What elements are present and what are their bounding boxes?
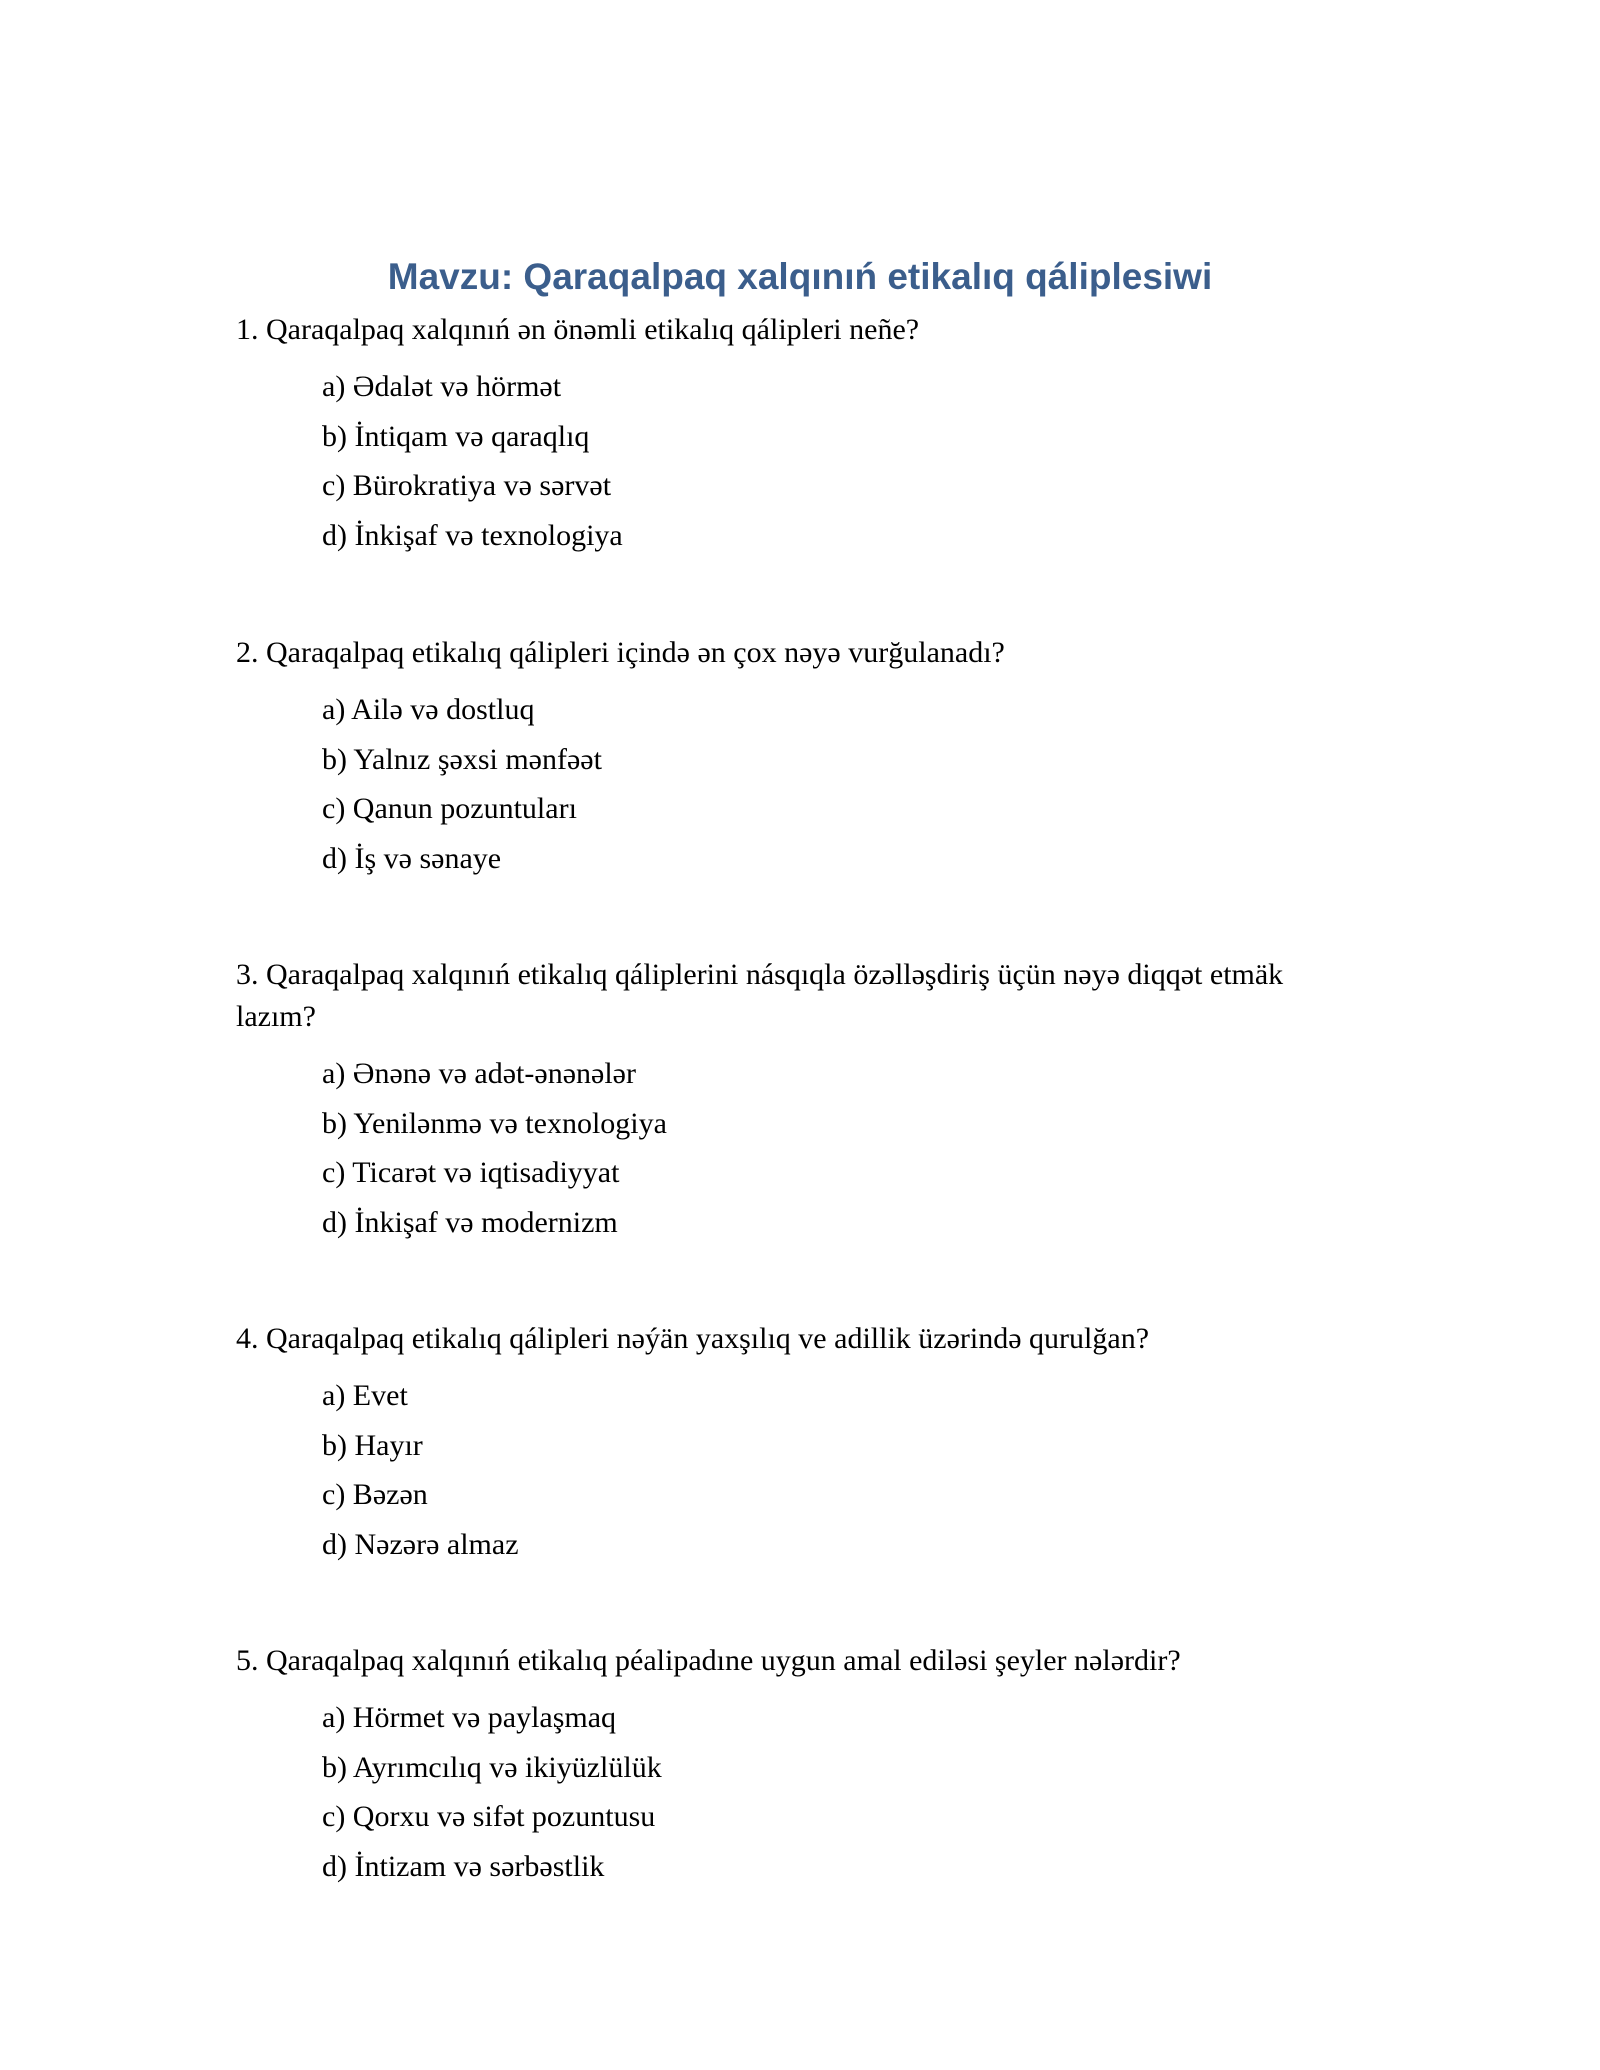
question-1: 1. Qaraqalpaq xalqınıń ən önəmli etikalıq qálipleri neñe? [236, 313, 920, 346]
option-b: b) Ayrımcılıq və ikiyüzlülük [322, 1750, 662, 1784]
option-a: a) Ailə və dostluq [322, 693, 535, 726]
option-c: c) Ticarət və iqtisadiyyat [322, 1156, 620, 1189]
option-d: d) Nəzərə almaz [322, 1527, 519, 1561]
option-c: c) Bəzən [322, 1478, 428, 1511]
question-5: 5. Qaraqalpaq xalqınıń etikalıq péalipadıne uygun amal ediləsi şeyler nələrdir? [236, 1644, 1181, 1677]
option-a: a) Ənənə və adət-ənənələr [322, 1057, 636, 1090]
question-2: 2. Qaraqalpaq etikalıq qálipleri içində ən çox nəyə vurğulanadı? [236, 636, 1005, 669]
option-b: b) Yenilənmə və texnologiya [322, 1106, 667, 1140]
option-d: d) İntizam və sərbəstlik [322, 1849, 605, 1883]
question-3: 3. Qaraqalpaq xalqınıń etikalıq qáliplerini násqıqla özəlləşdiriş üçün nəyə diqqət etmäk lazım? [236, 958, 1284, 1033]
option-a: a) Ədalət və hörmət [322, 370, 562, 403]
question-5-options [322, 1693, 662, 1891]
question-4: 4. Qaraqalpaq etikalıq qálipleri nəýän yaxşılıq ve adillik üzərində qurulğan? [236, 1322, 1150, 1355]
document-title: Mavzu: Qaraqalpaq xalqınıń etikalıq qáliplesiwi [387, 256, 1213, 297]
option-c: c) Bürokratiya və sərvət [322, 469, 612, 502]
question-4-options [322, 1371, 519, 1569]
question-3-options [322, 1049, 667, 1247]
option-d: d) İş və sənaye [322, 841, 502, 875]
option-c: c) Qanun pozuntuları [322, 792, 577, 825]
option-a: a) Hörmet və paylaşmaq [322, 1701, 617, 1734]
option-d: d) İnkişaf və modernizm [322, 1205, 618, 1239]
option-b: b) Yalnız şəxsi mənfəət [322, 742, 602, 776]
question-2-options [322, 685, 602, 883]
option-b: b) İntiqam və qaraqlıq [322, 419, 590, 453]
option-a: a) Evet [322, 1379, 408, 1412]
option-d: d) İnkişaf və texnologiya [322, 518, 623, 552]
question-1-options [322, 362, 623, 560]
option-b: b) Hayır [322, 1428, 423, 1462]
option-c: c) Qorxu və sifət pozuntusu [322, 1800, 656, 1833]
